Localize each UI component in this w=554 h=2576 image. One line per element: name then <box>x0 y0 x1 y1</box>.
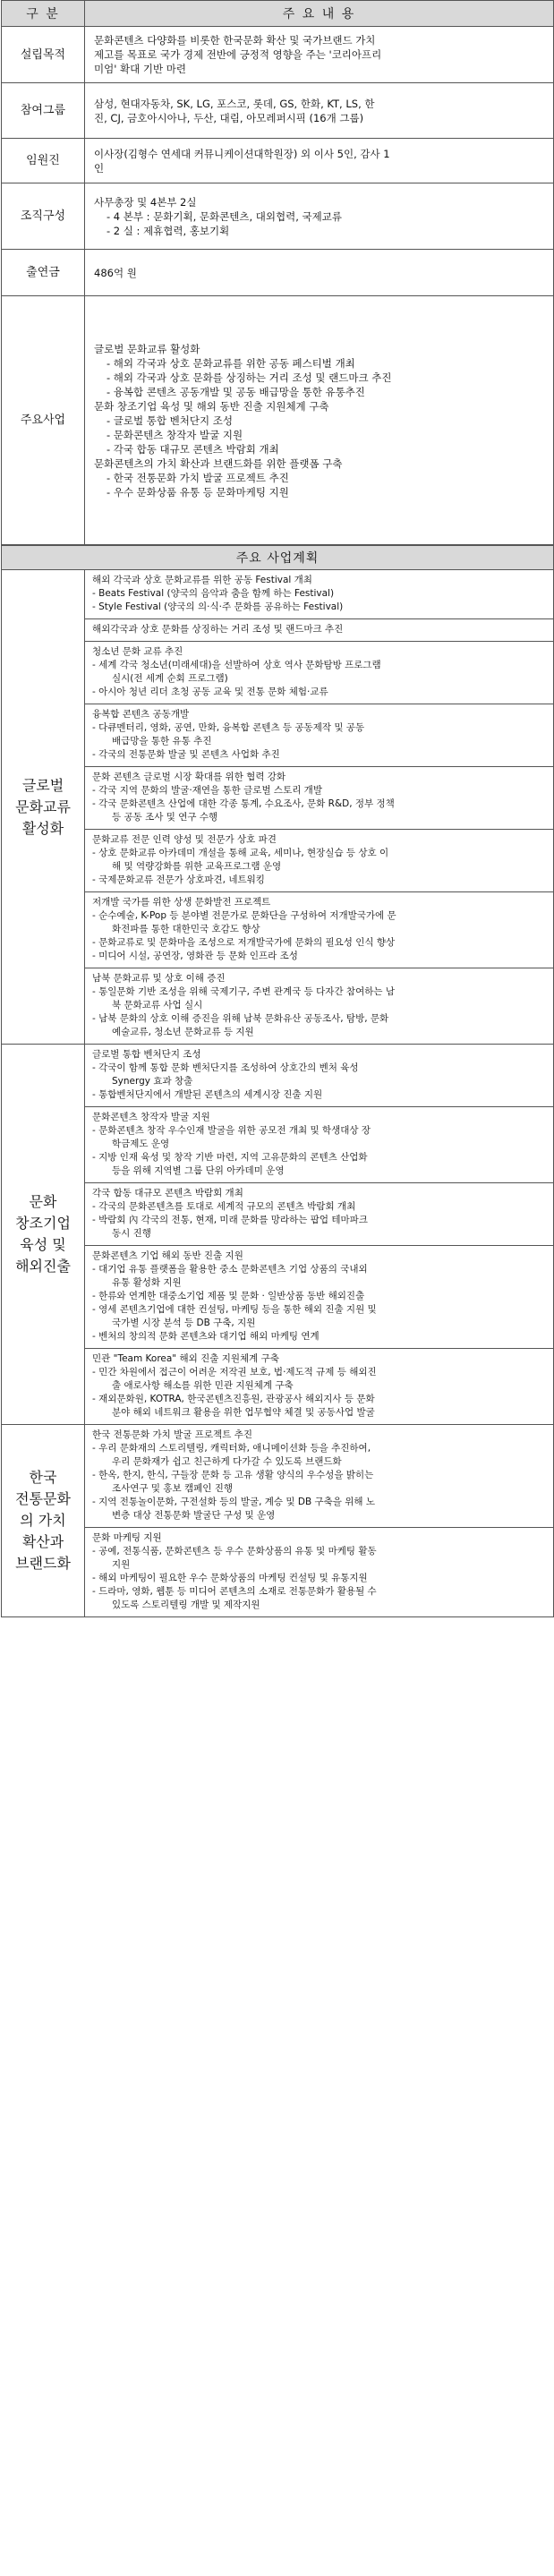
plan-item <box>85 1045 553 1107</box>
plan-item-line: 화전파를 통한 대한민국 호감도 향상 <box>112 924 260 934</box>
plan-item-line: 분야 해외 네트워크 활용을 위한 업무협약 체결 및 공동사업 발굴 <box>112 1407 375 1418</box>
content-line: 제고를 목표로 국가 경제 전반에 긍정적 영향을 주는 '코리아프리 <box>94 48 382 61</box>
plan-item-title: 해외각국과 상호 문화를 상징하는 거리 조성 및 랜드마크 추진 <box>92 624 344 635</box>
plan-item-content <box>85 570 553 619</box>
plan-item-line: - 재외문화원, KOTRA, 한국콘텐츠진흥원, 관광공사 해외지사 등 문화 <box>92 1394 375 1404</box>
section-label <box>2 1425 85 1617</box>
plan-table <box>1 545 554 1617</box>
content-line: 문화콘텐츠의 가치 확산과 브랜드화를 위한 플랫폼 구축 <box>94 456 343 470</box>
plan-item-line: 우리 문화재가 쉽고 친근하게 다가갈 수 있도록 브랜드화 <box>112 1456 342 1467</box>
plan-item <box>85 642 553 704</box>
plan-item-content <box>85 1045 553 1107</box>
plan-section <box>2 1425 554 1617</box>
plan-item-title: 문화 마케팅 지원 <box>92 1532 162 1543</box>
overview-table <box>1 0 554 545</box>
plan-item-content <box>85 1183 553 1246</box>
plan-item-content <box>85 619 553 642</box>
content-line: - 융복합 콘텐츠 공동개발 및 공동 배급망을 통한 유통추진 <box>107 385 365 398</box>
content-line: 사무총장 및 4본부 2실 <box>94 195 197 209</box>
plan-item-line: 배급망을 통한 유통 추진 <box>112 736 212 746</box>
plan-item-title: 글로벌 통합 벤처단지 조성 <box>92 1049 201 1060</box>
plan-item-title: 문화교류 전문 인력 양성 및 전문가 상호 파견 <box>92 834 277 845</box>
plan-item-line: 등을 위해 지역별 그룹 단위 아카데미 운영 <box>112 1165 285 1176</box>
row-label: 출연금 <box>2 250 85 296</box>
plan-item <box>85 1107 553 1183</box>
section-label-line: 글로벌 <box>21 776 64 794</box>
row-label: 임원진 <box>2 139 85 183</box>
plan-item-content <box>85 1528 553 1617</box>
plan-item-line: - 우리 문화재의 스토리텔링, 캐릭터화, 애니메이션화 등을 추진하여, <box>92 1443 371 1454</box>
content-line: - 해외 각국과 상호 문화를 상징하는 거리 조성 및 랜드마크 추진 <box>107 371 392 384</box>
content-line: 글로벌 문화교류 활성화 <box>94 342 200 355</box>
row-label: 조직구성 <box>2 183 85 250</box>
content-line: 문화 창조기업 육성 및 해외 동반 진출 지원체계 구축 <box>94 399 329 413</box>
overview-row <box>2 83 554 139</box>
plan-item-title: 각국 합동 대규모 콘텐츠 박람회 개최 <box>92 1188 243 1198</box>
plan-item-line: 동시 진행 <box>112 1228 151 1239</box>
plan-item-line: - 벤처의 창의적 문화 콘텐츠와 대기업 해외 마케팅 연계 <box>92 1331 320 1342</box>
section-label-line: 창조기업 <box>15 1215 71 1232</box>
row-content <box>85 27 554 83</box>
plan-item <box>85 830 553 892</box>
plan-item <box>85 968 553 1045</box>
plan-item-line: - 영세 콘텐츠기업에 대한 컨설팅, 마케팅 등을 통한 해외 진출 지원 및 <box>92 1304 377 1315</box>
content-line: - 해외 각국과 상호 문화교류를 위한 공동 페스티벌 개최 <box>107 356 355 370</box>
plan-item-line: 유통 활성화 지원 <box>112 1277 182 1288</box>
plan-item <box>85 570 553 619</box>
plan-item-line: - 통합벤처단지에서 개발된 콘텐츠의 세계시장 진출 지원 <box>92 1089 323 1100</box>
content-line: - 2 실 : 제휴협력, 홍보기획 <box>107 224 230 237</box>
section-label-line: 의 가치 <box>20 1512 66 1529</box>
plan-section <box>2 570 554 1045</box>
plan-item-line: - 각국이 함께 통합 문화 벤처단지를 조성하여 상호간의 벤처 육성 <box>92 1062 359 1073</box>
plan-item <box>85 1425 553 1528</box>
plan-item-line: - 한류와 연계한 대중소기업 제품 및 문화 · 일반상품 동반 해외진출 <box>92 1291 365 1301</box>
plan-item-line: - 각국 문화콘텐츠 산업에 대한 각종 통계, 수요조사, 문화 R&D, 정부 정책 <box>92 798 395 809</box>
plan-item <box>85 1528 553 1617</box>
section-items <box>85 1045 554 1425</box>
content-line: - 각국 합동 대규모 콘텐츠 박람회 개최 <box>107 442 279 456</box>
plan-item-content <box>85 704 553 767</box>
row-content <box>85 139 554 183</box>
overview-row <box>2 183 554 250</box>
plan-item-content <box>85 968 553 1045</box>
plan-item-line: 예술교류, 청소년 문화교류 등 지원 <box>112 1027 254 1037</box>
plan-item-line: 있도록 스토리텔링 개발 및 제작지원 <box>112 1599 260 1610</box>
plan-item-content <box>85 1349 553 1425</box>
plan-item <box>85 619 553 642</box>
plan-item-line: 북 문화교류 사업 실시 <box>112 1000 203 1011</box>
row-label: 설립목적 <box>2 27 85 83</box>
plan-item-content <box>85 642 553 704</box>
content-line: - 글로벌 통합 벤처단지 조성 <box>107 414 233 427</box>
plan-item-content <box>85 1425 553 1528</box>
content-line: 진, CJ, 금호아시아나, 두산, 대림, 아모레퍼시픽 (16개 그룹) <box>94 111 364 124</box>
plan-item <box>85 704 553 767</box>
plan-title-row <box>2 546 554 570</box>
plan-item-line: - Style Festival (양국의 의·식·주 문화를 공유하는 Festival) <box>92 601 344 612</box>
row-label: 참여그룹 <box>2 83 85 139</box>
plan-item-title: 문화콘텐츠 창작자 발굴 지원 <box>92 1112 210 1122</box>
plan-item-content <box>85 830 553 892</box>
plan-item-content <box>85 767 553 830</box>
content-line: 인 <box>94 161 105 175</box>
header-content: 주 요 내 용 <box>85 1 554 27</box>
plan-item-line: 실시(전 세계 순회 프로그램) <box>112 673 228 684</box>
plan-item-title: 민관 "Team Korea" 해외 진출 지원체계 구축 <box>92 1353 279 1364</box>
content-line: 486억 원 <box>94 266 137 279</box>
document-page <box>1 0 553 1617</box>
overview-row <box>2 250 554 296</box>
section-label-line: 전통문화 <box>15 1490 71 1507</box>
plan-item-line: 국가별 시장 분석 등 DB 구축, 지원 <box>112 1318 256 1328</box>
plan-item-line: - 공예, 전통식품, 문화콘텐츠 등 우수 문화상품의 유통 및 마케팅 활동 <box>92 1546 377 1557</box>
overview-row <box>2 296 554 545</box>
header-row <box>2 1 554 27</box>
plan-item-line: 해 및 역량강화를 위한 교육프로그램 운영 <box>112 861 282 872</box>
plan-item-title: 문화 콘텐츠 글로벌 시장 확대를 위한 협력 강화 <box>92 772 286 782</box>
plan-item-line: - 각국 지역 문화의 발굴·재연을 통한 글로벌 스토리 개발 <box>92 785 322 796</box>
overview-row <box>2 27 554 83</box>
row-content <box>85 250 554 296</box>
plan-item-line: 출 애로사항 해소를 위한 민관 지원체계 구축 <box>112 1380 294 1391</box>
content-line: 이사장(김형수 연세대 커뮤니케이션대학원장) 외 이사 5인, 감사 1 <box>94 147 390 160</box>
row-label: 주요사업 <box>2 296 85 545</box>
plan-item-line: - 통일문화 기반 조성을 위해 국제기구, 주변 관계국 등 다자간 참여하는 남 <box>92 986 395 997</box>
plan-item-line: - 한옥, 한지, 한식, 구들장 문화 등 고유 생활 양식의 우수성을 밝히는 <box>92 1470 374 1480</box>
plan-item-line: - Beats Festival (양국의 음악과 춤을 함께 하는 Festival) <box>92 588 335 599</box>
plan-item-line: - 국제문화교류 전문가 상호파견, 네트워킹 <box>92 874 265 885</box>
plan-item-line: - 문화콘텐츠 창작 우수인재 발굴을 위한 공모전 개최 및 학생대상 장 <box>92 1125 371 1136</box>
plan-item-line: - 세계 각국 청소년(미래세대)을 선발하여 상호 역사 문화탐방 프로그램 <box>92 660 381 670</box>
plan-item-line: - 다큐멘터리, 영화, 공연, 만화, 융복합 콘텐츠 등 공동제작 및 공동 <box>92 722 365 733</box>
section-label-line: 문화교류 <box>15 798 71 815</box>
plan-item <box>85 1349 553 1425</box>
section-label-line: 활성화 <box>21 819 64 837</box>
content-line: 문화콘텐츠 다양화를 비롯한 한국문화 확산 및 국가브랜드 가치 <box>94 34 376 47</box>
section-label-line: 브랜드화 <box>15 1555 71 1572</box>
plan-item-line: 변층 대상 전통문화 발굴단 구성 및 운영 <box>112 1510 276 1521</box>
plan-item-line: - 대기업 유통 플랫폼을 활용한 중소 문화콘텐츠 기업 상품의 국내외 <box>92 1264 368 1275</box>
section-label-line: 해외진출 <box>15 1258 71 1275</box>
plan-item-line: - 각국의 전통문화 발굴 및 콘텐츠 사업화 추진 <box>92 749 280 760</box>
plan-item-content <box>85 1246 553 1349</box>
plan-item-line: 지원 <box>112 1559 131 1570</box>
plan-item <box>85 1246 553 1349</box>
plan-item-title: 한국 전통문화 가치 발굴 프로젝트 추진 <box>92 1429 252 1440</box>
plan-item-line: Synergy 효과 창출 <box>112 1076 193 1087</box>
content-line: 삼성, 현대자동차, SK, LG, 포스코, 롯데, GS, 한화, KT, LS, 한 <box>94 97 375 110</box>
row-content <box>85 296 554 545</box>
plan-item <box>85 767 553 830</box>
plan-title: 주요 사업계획 <box>2 546 554 570</box>
row-content <box>85 183 554 250</box>
section-label <box>2 1045 85 1425</box>
plan-item <box>85 1183 553 1246</box>
plan-item-line: - 각국의 문화콘텐츠를 토대로 세계적 규모의 콘텐츠 박람회 개최 <box>92 1201 356 1212</box>
plan-item-line: 학금제도 운영 <box>112 1139 170 1149</box>
section-items <box>85 570 554 1045</box>
plan-item-line: - 해외 마케팅이 필요한 우수 문화상품의 마케팅 컨설팅 및 유통지원 <box>92 1573 368 1583</box>
plan-item-title: 융복합 콘텐츠 공동개발 <box>92 709 190 720</box>
header-category: 구 분 <box>2 1 85 27</box>
plan-item-line: 조사연구 및 홍보 캠페인 진행 <box>112 1483 234 1494</box>
plan-item-line: - 문화교류로 및 문화마을 조성으로 저개발국가에 문화의 필요성 인식 향상 <box>92 937 396 948</box>
plan-item-title: 청소년 문화 교류 추진 <box>92 646 183 657</box>
plan-item-line: - 드라마, 영화, 웹툰 등 미디어 콘텐츠의 소재로 전통문화가 활용될 수 <box>92 1586 377 1597</box>
content-line: - 한국 전통문화 가치 발굴 프로젝트 추진 <box>107 471 289 484</box>
overview-row <box>2 139 554 183</box>
plan-item-line: - 상호 문화교류 아카데미 개설을 통해 교육, 세미나, 현장실습 등 상호 이 <box>92 848 389 858</box>
plan-section <box>2 1045 554 1425</box>
section-label-line: 문화 <box>29 1193 57 1210</box>
plan-item-line: 등 공동 조사 및 연구 수행 <box>112 812 218 823</box>
section-label <box>2 570 85 1045</box>
plan-item-line: - 순수예술, K-Pop 등 분야별 전문가로 문화단을 구성하여 저개발국가에 문 <box>92 910 396 921</box>
plan-item-title: 해외 각국과 상호 문화교류를 위한 공동 Festival 개최 <box>92 575 312 585</box>
row-content <box>85 83 554 139</box>
content-line: - 4 본부 : 문화기획, 문화콘텐츠, 대외협력, 국제교류 <box>107 209 342 223</box>
plan-item-line: - 남북 문화의 상호 이해 증진을 위해 남북 문화유산 공동조사, 탐방, 문화 <box>92 1013 389 1024</box>
section-label-line: 한국 <box>29 1469 57 1486</box>
plan-item-title: 저개발 국가를 위한 상생 문화발전 프로젝트 <box>92 897 271 908</box>
plan-item-line: - 박람회 內 각국의 전통, 현재, 미래 문화를 망라하는 팝업 테마파크 <box>92 1215 368 1225</box>
section-items <box>85 1425 554 1617</box>
plan-item-line: - 민간 차원에서 접근이 어려운 저작권 보호, 법·제도적 규제 등 해외진 <box>92 1367 377 1378</box>
plan-item <box>85 892 553 968</box>
plan-item-line: - 아시아 청년 리더 초청 공동 교육 및 전통 문화 체험·교류 <box>92 687 328 697</box>
content-line: - 문화콘텐츠 창작자 발굴 지원 <box>107 428 243 441</box>
plan-item-line: - 지역 전통놀이문화, 구전설화 등의 발굴, 계승 및 DB 구축을 위해 노 <box>92 1497 376 1507</box>
plan-item-content <box>85 892 553 968</box>
plan-item-line: - 지방 인재 육성 및 창작 기반 마련, 지역 고유문화의 콘텐츠 산업화 <box>92 1152 368 1163</box>
plan-item-title: 문화콘텐츠 기업 해외 동반 진출 지원 <box>92 1250 243 1261</box>
plan-item-title: 남북 문화교류 및 상호 이해 증진 <box>92 973 226 984</box>
plan-item-line: - 미디어 시설, 공연장, 영화관 등 문화 인프라 조성 <box>92 951 298 961</box>
section-label-line: 확산과 <box>21 1533 64 1550</box>
content-line: - 우수 문화상품 유통 등 문화마케팅 지원 <box>107 485 289 499</box>
plan-item-content <box>85 1107 553 1183</box>
content-line: 미엄' 확대 기반 마련 <box>94 63 186 75</box>
section-label-line: 육성 및 <box>20 1236 66 1253</box>
